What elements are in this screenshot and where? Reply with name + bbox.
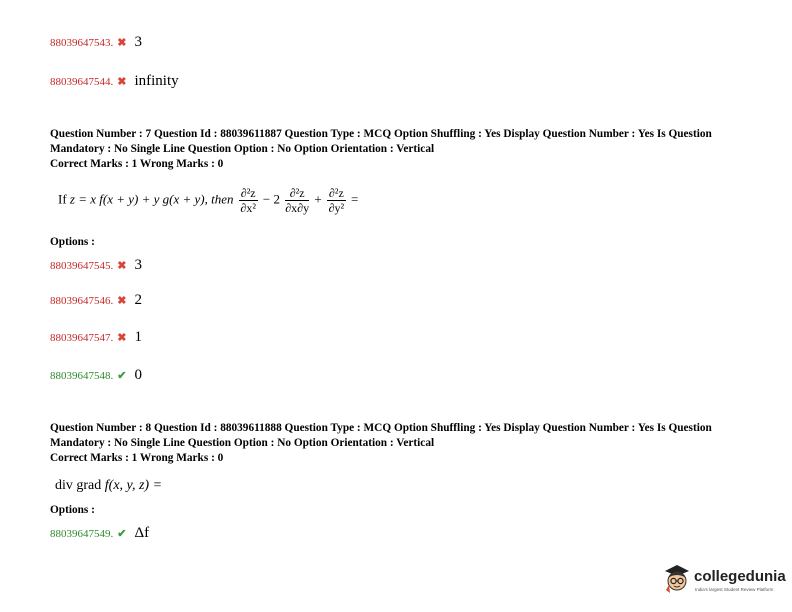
- option-value: 2: [134, 292, 142, 308]
- question-text: [55, 478, 162, 494]
- cross-icon: ✖: [117, 332, 127, 344]
- cross-icon: ✖: [117, 260, 127, 272]
- question-equation: [58, 186, 358, 215]
- collegedunia-logo: [662, 560, 787, 600]
- equation-expression: z = x f(x + y) + y g(x + y), then: [69, 191, 234, 207]
- option-value: infinity: [134, 73, 179, 89]
- mascot-logo-icon: [662, 562, 692, 594]
- option-id: 88039647545.: [50, 260, 114, 272]
- option-row: [50, 524, 149, 542]
- fraction-denominator: ∂x∂y: [285, 201, 310, 215]
- equation-operator: − 2: [262, 191, 280, 207]
- question-text-expression: f(x, y, z) =: [104, 478, 163, 493]
- option-id: 88039647547.: [50, 332, 114, 344]
- options-label: Options :: [50, 236, 95, 248]
- fraction-denominator: ∂y²: [328, 201, 345, 215]
- fraction-numerator: ∂²z: [285, 186, 309, 201]
- option-id: 88039647548.: [50, 370, 114, 382]
- fraction: [327, 186, 346, 215]
- equation-equals: =: [351, 191, 359, 207]
- option-value: Δf: [134, 525, 150, 541]
- option-id: 88039647546.: [50, 295, 114, 307]
- option-id: 88039647549.: [50, 528, 114, 540]
- fraction: [285, 186, 309, 215]
- cross-icon: ✖: [117, 76, 127, 88]
- question-marks: Correct Marks : 1 Wrong Marks : 0: [50, 158, 224, 170]
- option-id: 88039647544.: [50, 76, 114, 88]
- question-header: Question Number : 7 Question Id : 88039611887 Question Type : MCQ Option Shuffling : Yes Display Question Number : Yes Is Question Mandatory : No Single Line Question Option : No Option Orientation : Vertical: [50, 128, 712, 155]
- equation-prefix: If: [58, 191, 67, 207]
- option-id: 88039647543.: [50, 37, 114, 49]
- equation-operator: +: [314, 191, 322, 207]
- option-row: [50, 328, 142, 346]
- options-label: Options :: [50, 504, 95, 516]
- question-header: Question Number : 8 Question Id : 88039611888 Question Type : MCQ Option Shuffling : Yes Display Question Number : Yes Is Question Mandatory : No Single Line Question Option : No Option Orientation : Vertical: [50, 422, 712, 449]
- option-value: 3: [134, 34, 142, 50]
- option-value: 0: [134, 367, 142, 383]
- check-icon: ✔: [117, 370, 127, 382]
- logo-name: collegedunia: [694, 568, 786, 585]
- cross-icon: ✖: [117, 295, 127, 307]
- fraction-numerator: ∂²z: [240, 186, 256, 200]
- fraction-denominator: ∂x²: [240, 201, 256, 215]
- logo-tagline: India's largest Student Review Platform: [695, 587, 774, 592]
- fraction: [239, 186, 258, 215]
- option-value: 1: [134, 329, 142, 345]
- option-row: [50, 256, 142, 274]
- option-row: [50, 291, 142, 309]
- option-value: 3: [134, 257, 142, 273]
- question-marks: Correct Marks : 1 Wrong Marks : 0: [50, 452, 224, 464]
- check-icon: ✔: [117, 528, 127, 540]
- cross-icon: ✖: [117, 37, 127, 49]
- option-row: [50, 72, 179, 90]
- fraction-numerator: ∂²z: [328, 186, 344, 200]
- question-text-prefix: div grad: [55, 478, 102, 493]
- option-row: [50, 33, 142, 51]
- option-row: [50, 366, 142, 384]
